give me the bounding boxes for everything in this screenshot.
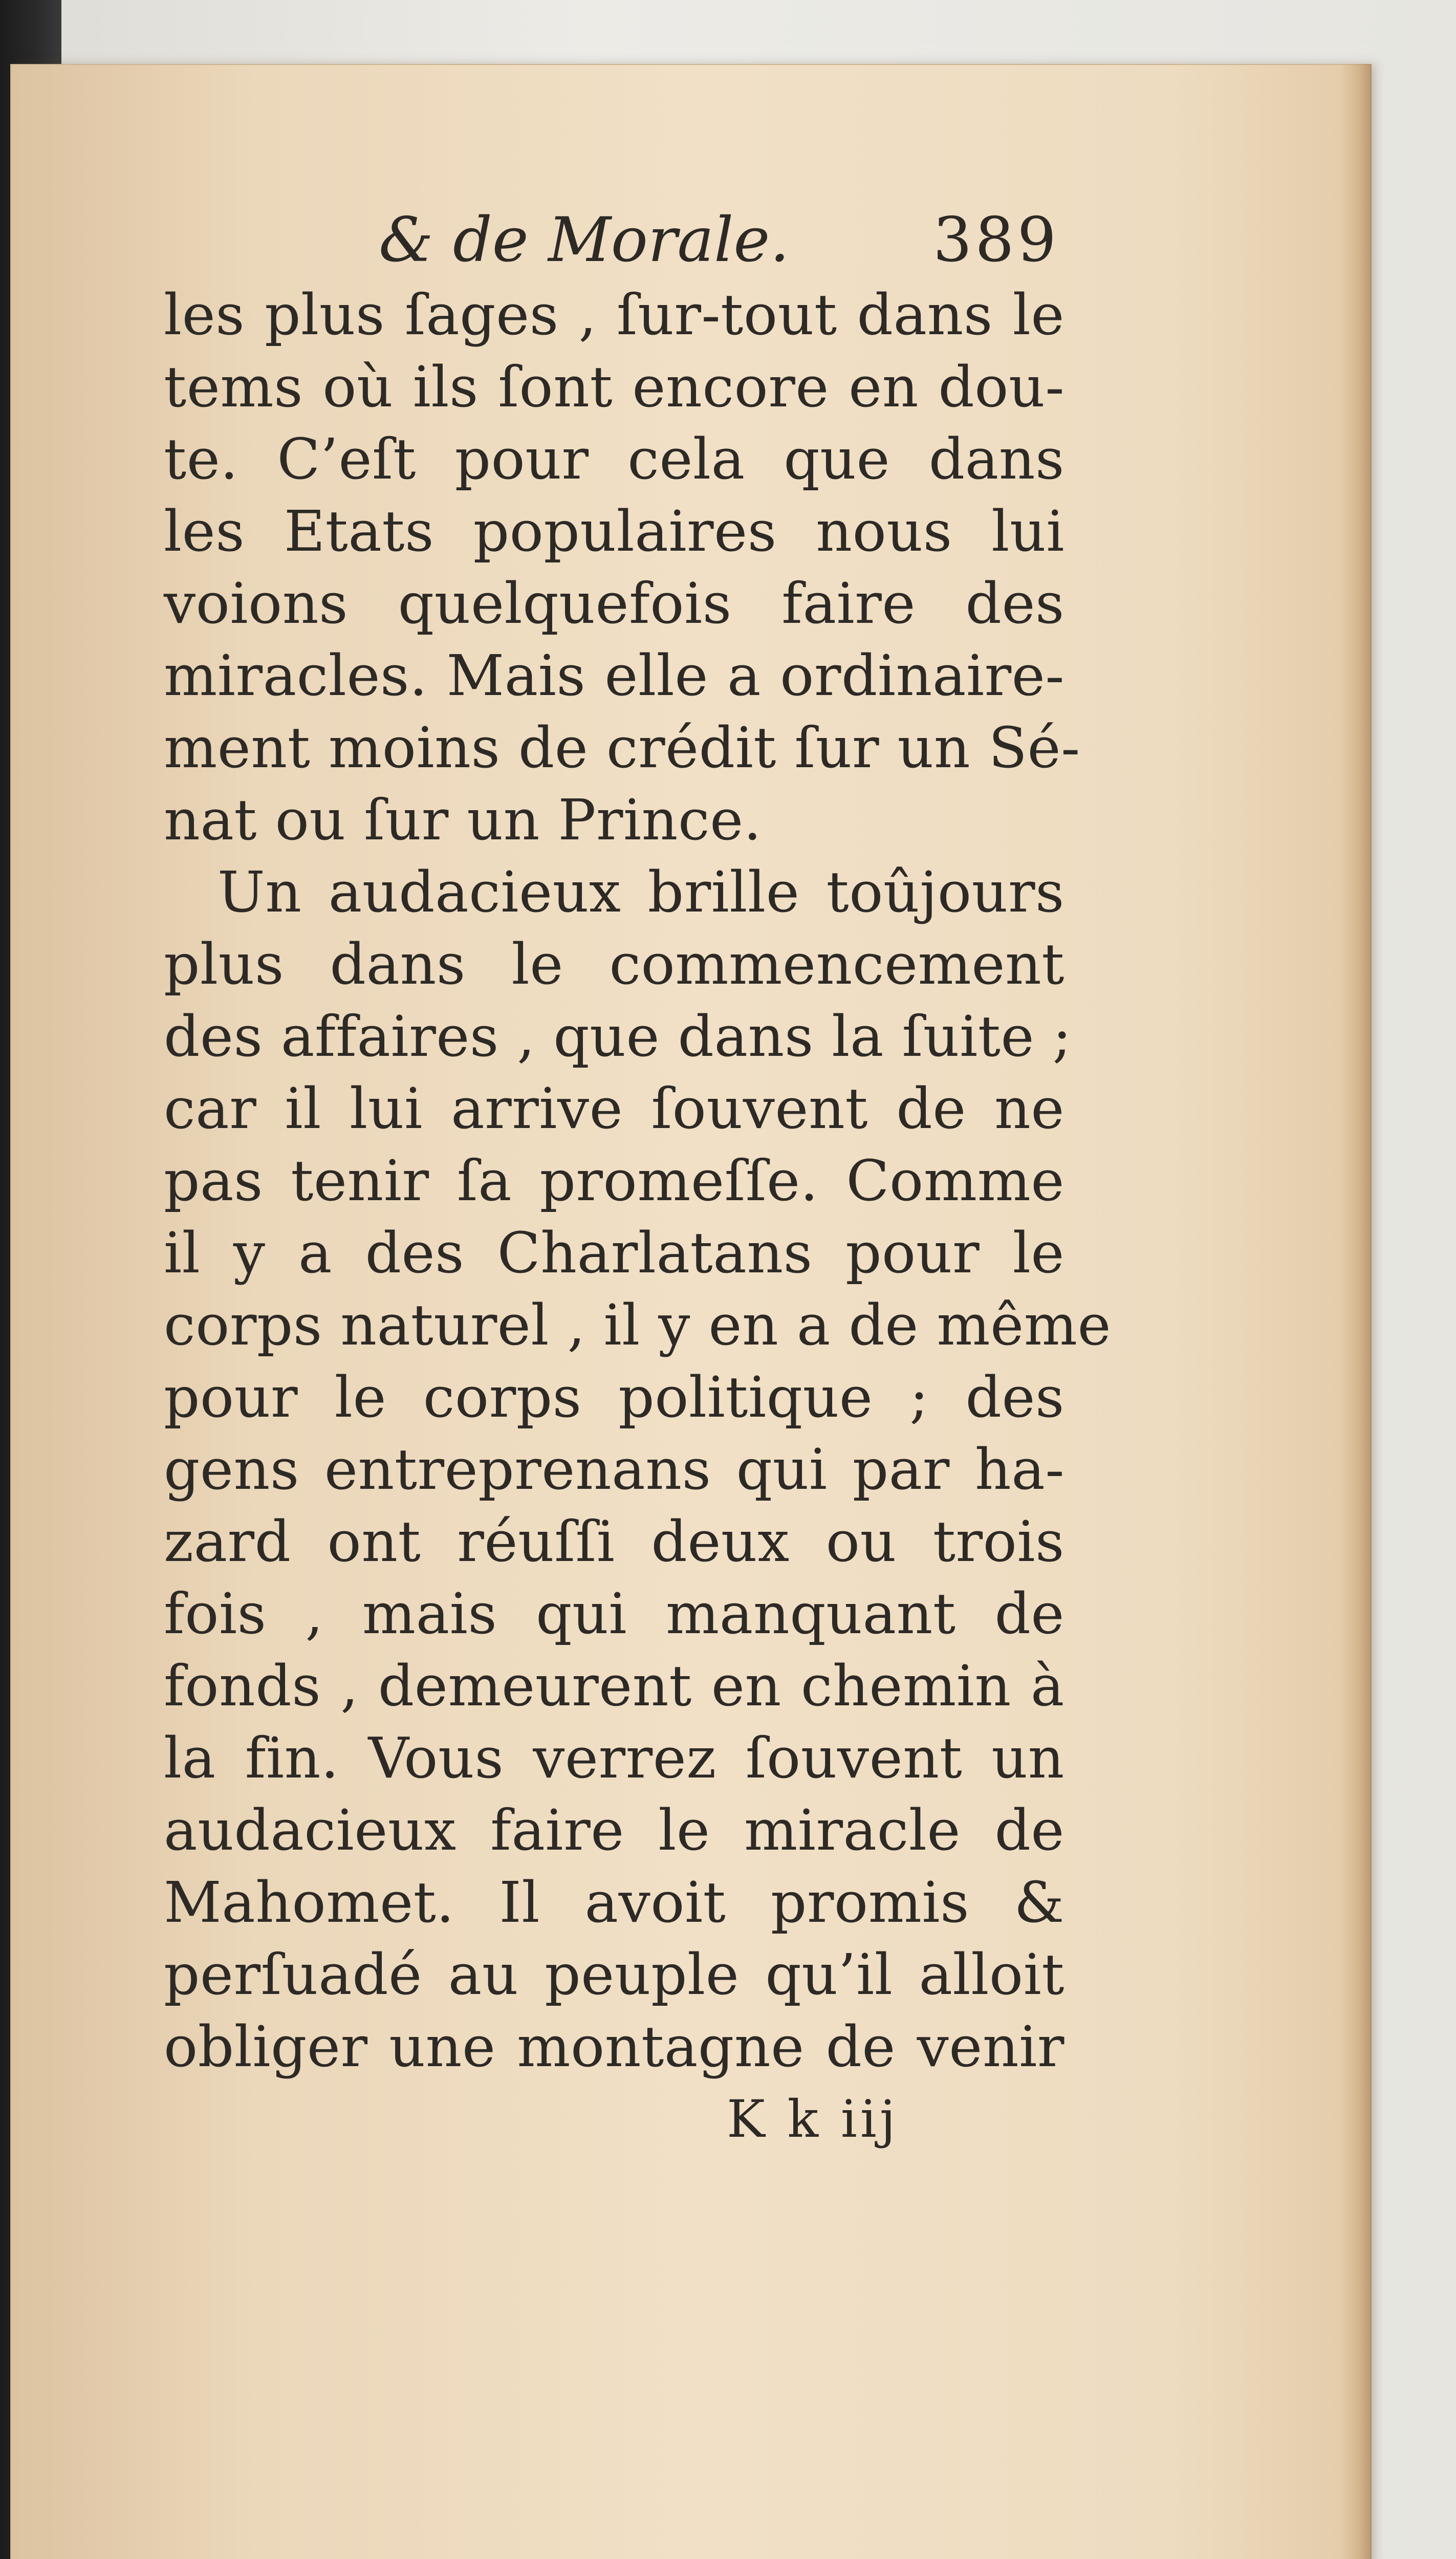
text-line: nat ou ſur un Prince. [164, 787, 762, 853]
page-header [164, 202, 1064, 279]
paragraph-2 [164, 856, 1112, 2083]
text-line: il y a des Charlatans pour le [164, 1220, 1064, 1286]
page-number: 389 [932, 205, 1059, 276]
signature-mark: K k iij [727, 2089, 899, 2149]
text-line: gens entreprenans qui par ha- [164, 1437, 1064, 1502]
text-line: corps naturel , il y en a de même [164, 1292, 1112, 1358]
text-line: pour le corps politique ; des [164, 1364, 1064, 1430]
text-line: ment moins de crédit ſur un Sé- [164, 715, 1080, 780]
text-line: la fin. Vous verrez ſouvent un [164, 1725, 1064, 1791]
text-line: fonds , demeurent en chemin à [164, 1653, 1064, 1719]
text-block [164, 202, 1112, 2155]
paragraph-1 [164, 279, 1080, 856]
running-head: & de Morale. [379, 205, 790, 276]
text-line: obliger une montagne de venir [164, 2014, 1064, 2079]
text-line: plus dans le commencement [164, 931, 1064, 997]
text-line: fois , mais qui manquant de [164, 1581, 1064, 1646]
text-line: tems où ils ſont encore en dou- [164, 354, 1064, 420]
text-line: car il lui arrive ſouvent de ne [164, 1076, 1064, 1141]
book-page [10, 64, 1372, 2559]
text-line: audacieux faire le miracle de [164, 1797, 1064, 1863]
text-line: pas tenir ſa promeſſe. Comme [164, 1148, 1064, 1213]
text-line: perſuadé au peuple qu’il alloit [164, 1942, 1064, 2007]
text-line: zard ont réuſſi deux ou trois [164, 1509, 1064, 1574]
text-line: te. C’eſt pour cela que dans [164, 426, 1064, 492]
text-line: Un audacieux brille toûjours [218, 859, 1064, 925]
text-line: Mahomet. Il avoit promis & [164, 1870, 1064, 1935]
text-line: des affaires , que dans la ſuite ; [164, 1004, 1072, 1069]
text-line: les Etats populaires nous lui [164, 498, 1064, 564]
page-edge [1341, 64, 1372, 2559]
text-line: miracles. Mais elle a ordinaire- [164, 643, 1064, 708]
text-line: les plus ſages , ſur-tout dans le [164, 282, 1064, 348]
text-line: voions quelquefois faire des [164, 571, 1064, 636]
